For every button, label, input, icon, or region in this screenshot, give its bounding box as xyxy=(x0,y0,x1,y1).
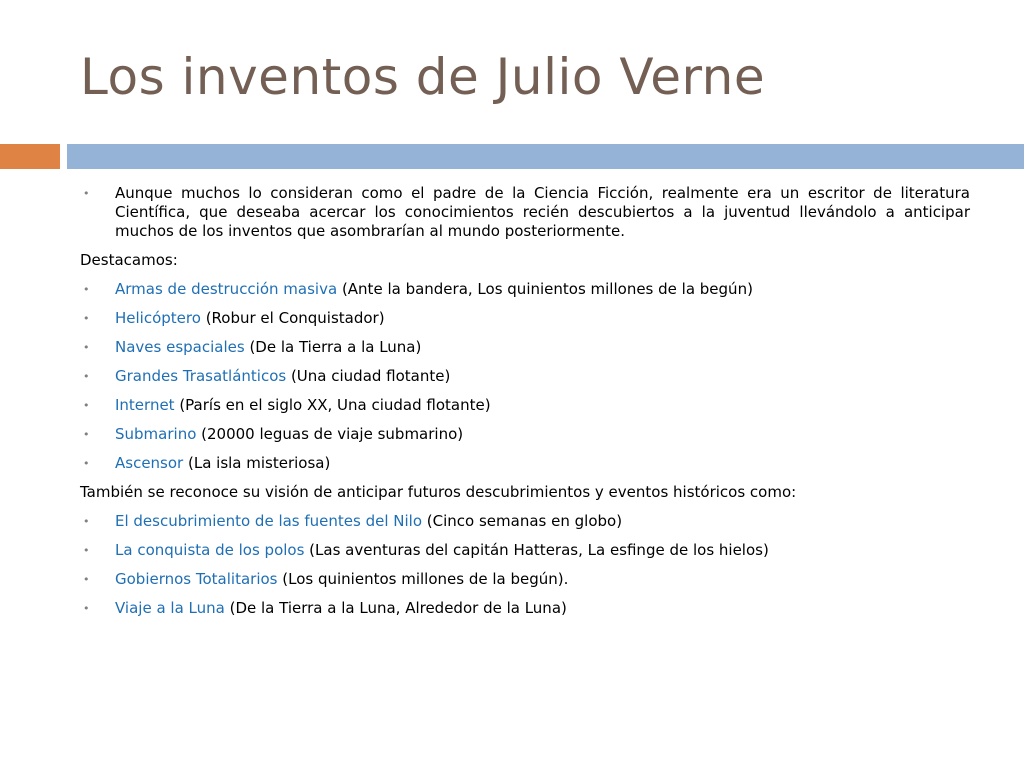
invention-source: (Ante la bandera, Los quinientos millones de la begún) xyxy=(337,280,753,298)
invention-name: Armas de destrucción masiva xyxy=(115,280,338,298)
bullet-icon: • xyxy=(83,515,90,528)
invention-name: Grandes Trasatlánticos xyxy=(115,367,287,385)
bullet-icon: • xyxy=(83,312,90,325)
invention-name: Submarino xyxy=(115,425,197,443)
invention-source: (20000 leguas de viaje submarino) xyxy=(196,425,464,443)
list-item xyxy=(80,309,970,328)
accent-bar-orange xyxy=(0,144,60,169)
bullet-icon: • xyxy=(83,187,90,200)
invention-source: (Una ciudad flotante) xyxy=(286,367,451,385)
event-name: El descubrimiento de las fuentes del Nilo xyxy=(115,512,423,530)
event-source: (Los quinientos millones de la begún). xyxy=(277,570,569,588)
list-item xyxy=(80,541,970,560)
section-heading-tambien: También se reconoce su visión de anticipar futuros descubrimientos y eventos históricos como: xyxy=(80,483,797,501)
accent-bar-blue xyxy=(67,144,1024,169)
invention-name: Naves espaciales xyxy=(115,338,245,356)
intro-text: Aunque muchos lo consideran como el padre de la Ciencia Ficción, realmente era un escritor de literatura Científica, que deseaba acercar los conocimientos recién descubiertos a la juventud llevándolo a anticipar muchos de los inventos que asombrarían al mundo posteriormente. xyxy=(115,184,970,240)
invention-name: Helicóptero xyxy=(115,309,201,327)
list-item xyxy=(80,396,970,415)
list-item xyxy=(80,338,970,357)
intro-paragraph xyxy=(80,184,970,241)
event-source: (Las aventuras del capitán Hatteras, La esfinge de los hielos) xyxy=(304,541,769,559)
bullet-icon: • xyxy=(83,399,90,412)
event-source: (Cinco semanas en globo) xyxy=(422,512,623,530)
bullet-icon: • xyxy=(83,602,90,615)
bullet-icon: • xyxy=(83,341,90,354)
list-item xyxy=(80,280,970,299)
list-item xyxy=(80,425,970,444)
invention-name: Internet xyxy=(115,396,175,414)
invention-source: (De la Tierra a la Luna) xyxy=(244,338,422,356)
list-item xyxy=(80,599,970,618)
invention-source: (Robur el Conquistador) xyxy=(200,309,385,327)
event-source: (De la Tierra a la Luna, Alrededor de la Luna) xyxy=(224,599,567,617)
list-item xyxy=(80,512,970,531)
invention-source: (París en el siglo XX, Una ciudad flotante) xyxy=(174,396,491,414)
list-item xyxy=(80,570,970,589)
invention-name: Ascensor xyxy=(115,454,184,472)
slide-body xyxy=(80,184,970,628)
bullet-icon: • xyxy=(83,544,90,557)
event-name: Viaje a la Luna xyxy=(115,599,225,617)
bullet-icon: • xyxy=(83,283,90,296)
bullet-icon: • xyxy=(83,573,90,586)
slide-title: Los inventos de Julio Verne xyxy=(80,48,766,106)
bullet-icon: • xyxy=(83,457,90,470)
event-name: Gobiernos Totalitarios xyxy=(115,570,278,588)
invention-source: (La isla misteriosa) xyxy=(183,454,331,472)
list-item xyxy=(80,367,970,386)
section-heading-destacamos: Destacamos: xyxy=(80,251,178,269)
bullet-icon: • xyxy=(83,428,90,441)
bullet-icon: • xyxy=(83,370,90,383)
event-name: La conquista de los polos xyxy=(115,541,305,559)
list-item xyxy=(80,454,970,473)
